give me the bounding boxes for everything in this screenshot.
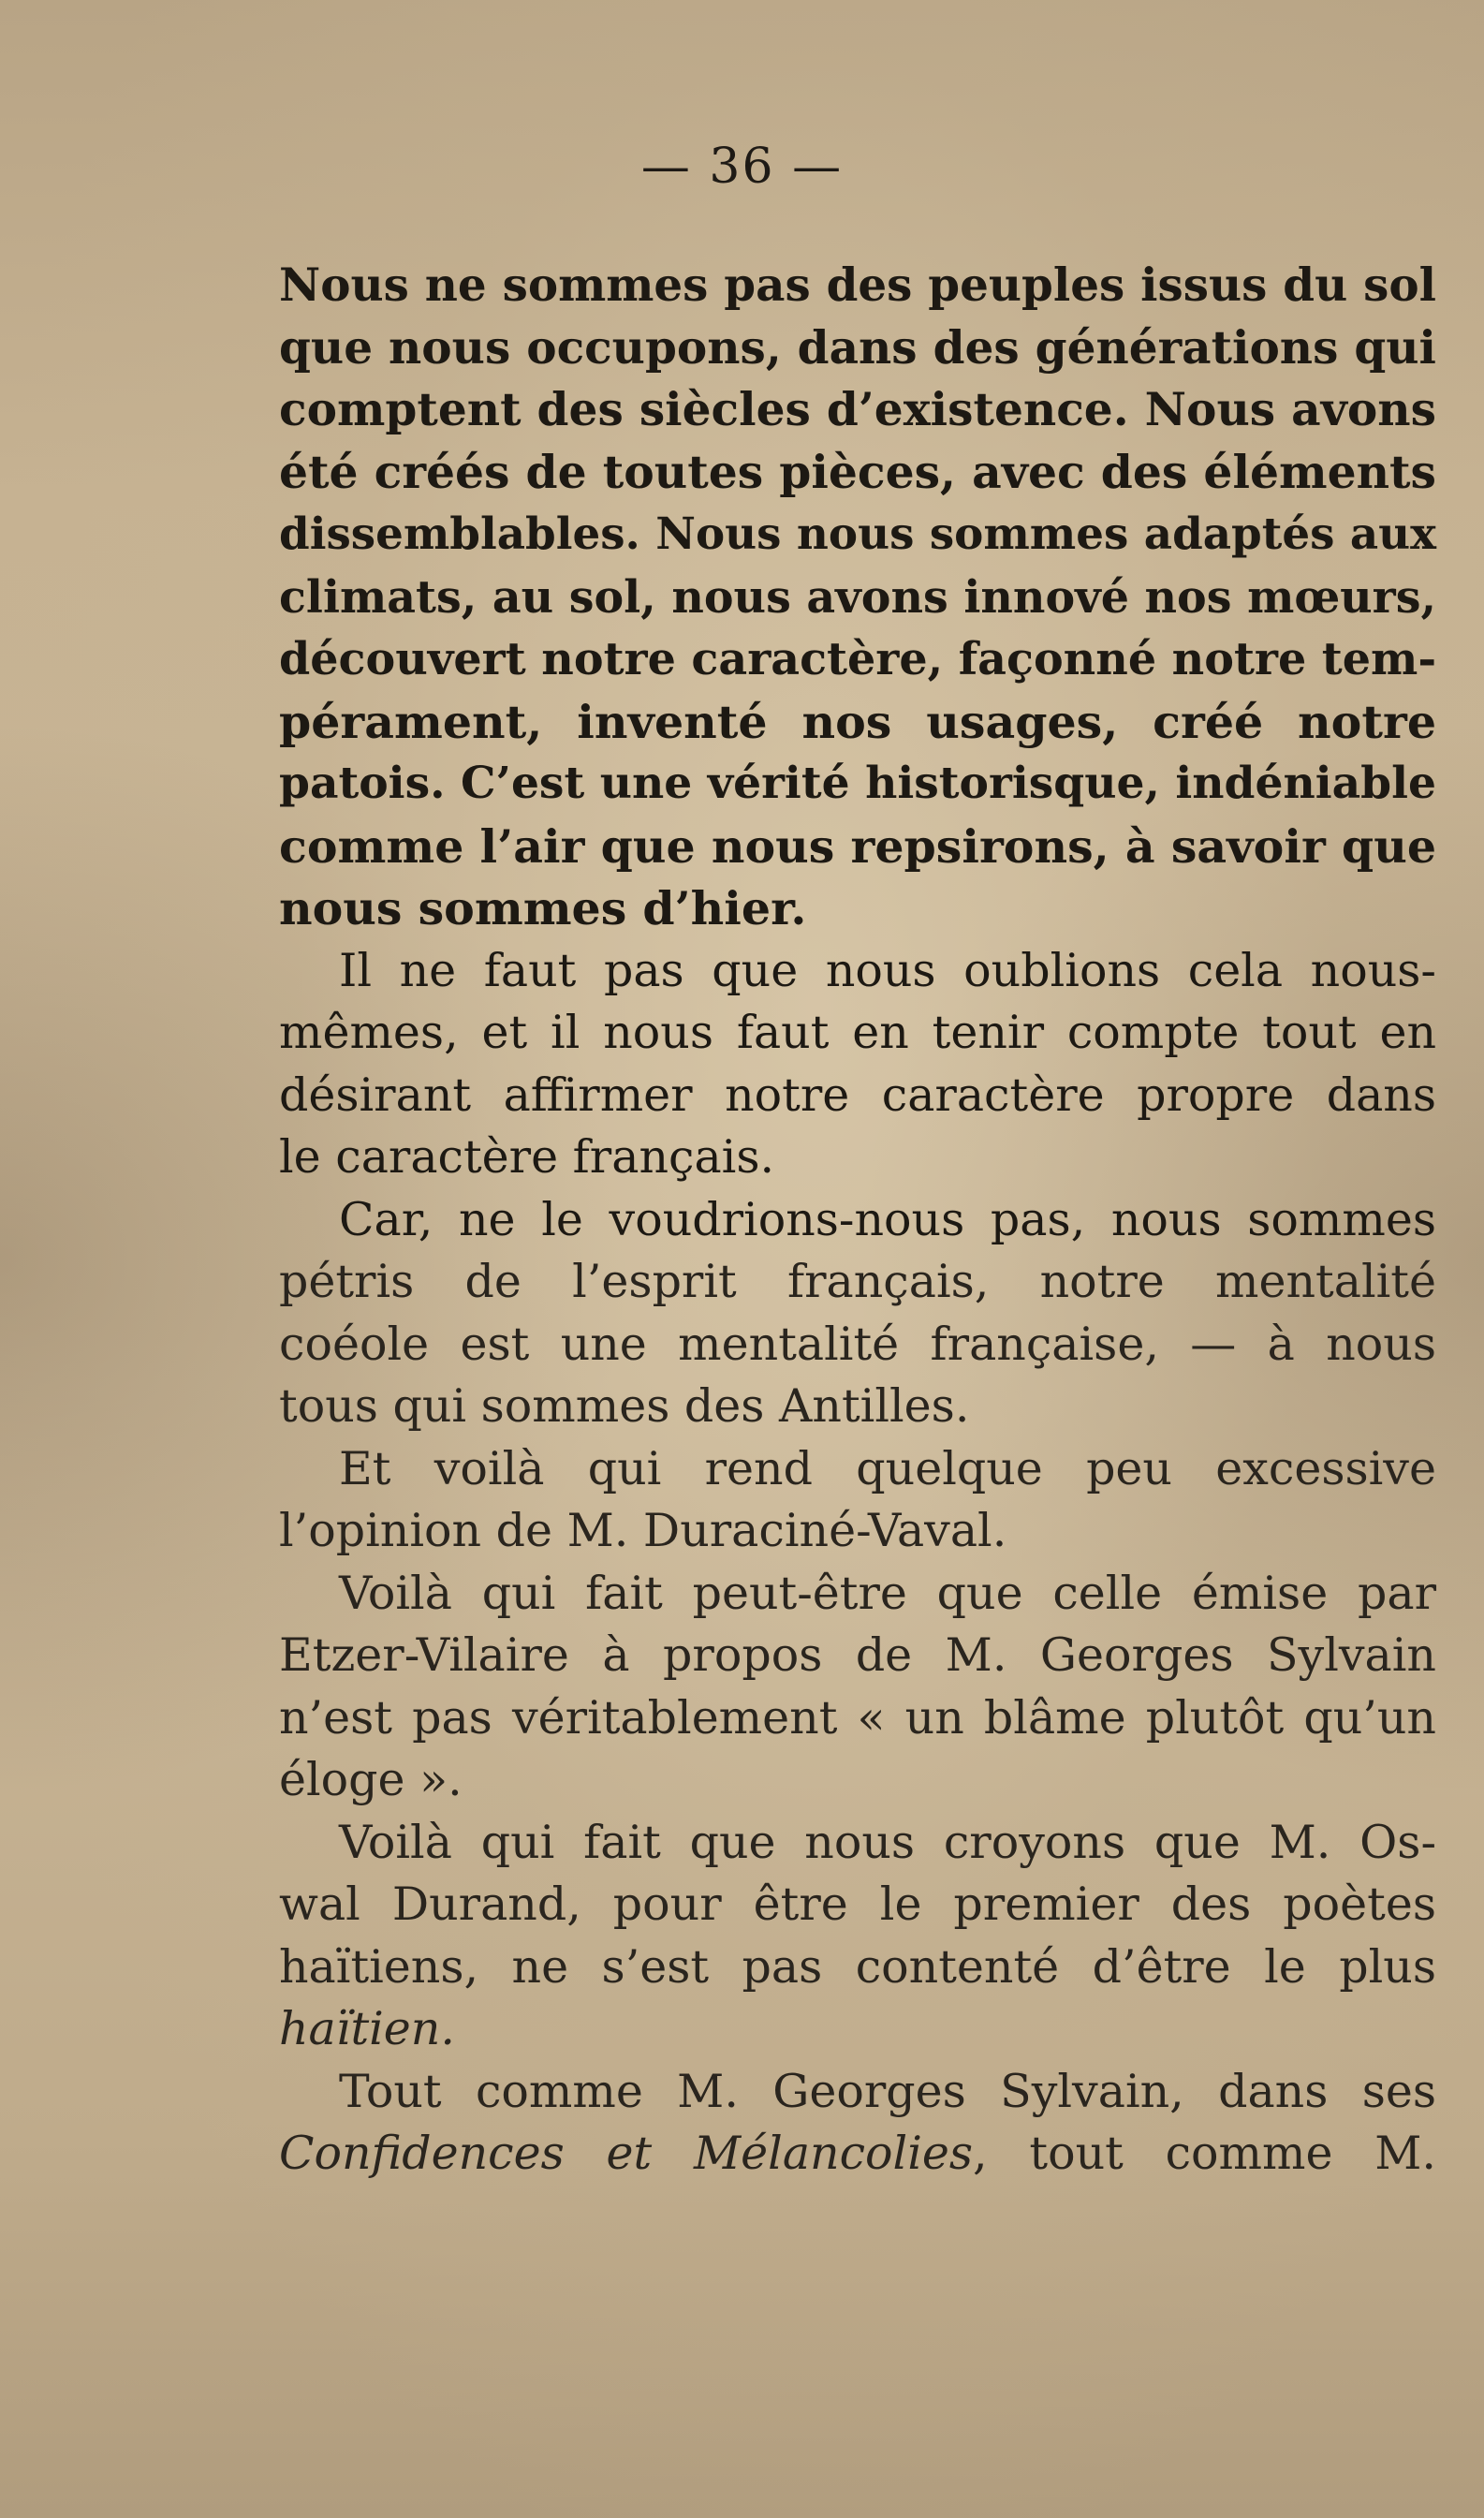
- text-line: le caractère français.: [279, 1130, 775, 1184]
- text-line: Nous ne sommes pas des peuples issus du sol: [279, 259, 1436, 312]
- text-line: comme l’air que nous repsirons, à savoir que: [279, 818, 1436, 874]
- text-tail: , tout comme M.: [973, 2127, 1436, 2180]
- text-line: Car, ne le voudrions-nous pas, nous sommes: [339, 1192, 1436, 1246]
- text-line: [279, 1998, 1436, 2061]
- text-line: Etzer-Vilaire à propos de M. Georges Sylvain: [279, 1628, 1436, 1682]
- text-line: éloge ».: [279, 1753, 463, 1806]
- text-line: n’est pas véritablement « un blâme plutôt qu’un: [279, 1690, 1436, 1745]
- text-line: que nous occupons, dans des générations qui: [279, 320, 1436, 375]
- body-text: [279, 255, 1436, 2186]
- text-line: comptent des siècles d’existence. Nous avons: [279, 383, 1436, 436]
- text-line: patois. C’est une vérité historisque, indéniable: [279, 758, 1436, 809]
- text-line: Voilà qui fait que nous croyons que M. Os-: [339, 1815, 1436, 1869]
- text-line: nous sommes d’hier.: [279, 881, 807, 935]
- text-line: été créés de toutes pièces, avec des éléments: [279, 445, 1436, 499]
- text-line: haïtiens, ne s’est pas contenté d’être le plus: [279, 1939, 1436, 1994]
- text-line: l’opinion de M. Duraciné-Vaval.: [279, 1504, 1007, 1557]
- page-number: — 36 —: [640, 139, 844, 195]
- text-line: mêmes, et il nous faut en tenir compte tout en: [279, 1006, 1436, 1059]
- text-line: tous qui sommes des Antilles.: [279, 1379, 970, 1433]
- text-line: découvert notre caractère, façonné notre tem-: [279, 633, 1437, 685]
- text-line: pérament, inventé nos usages, créé notre: [279, 694, 1436, 749]
- text-line: Et voilà qui rend quelque peu excessive: [339, 1441, 1436, 1495]
- text-line: wal Durand, pour être le premier des poètes: [279, 1877, 1436, 1931]
- italic-title: Confidences et Mélancolies: [279, 2127, 974, 2180]
- text-line: Il ne faut pas que nous oublions cela nous-: [339, 943, 1436, 997]
- text-line: Tout comme M. Georges Sylvain, dans ses: [339, 2064, 1436, 2118]
- text-line: Voilà qui fait peut-être que celle émise par: [339, 1566, 1436, 1620]
- text-line: pétris de l’esprit français, notre mentalité: [279, 1255, 1436, 1308]
- text-line: désirant affirmer notre caractère propre dans: [279, 1068, 1436, 1122]
- text-line: climats, au sol, nous avons innové nos mœurs,: [279, 570, 1436, 624]
- italic-word: haïtien.: [279, 2002, 455, 2055]
- text-line: [279, 2123, 1436, 2186]
- text-line: dissemblables. Nous nous sommes adaptés aux: [279, 508, 1436, 560]
- text-line: coéole est une mentalité française, — à nous: [279, 1317, 1436, 1371]
